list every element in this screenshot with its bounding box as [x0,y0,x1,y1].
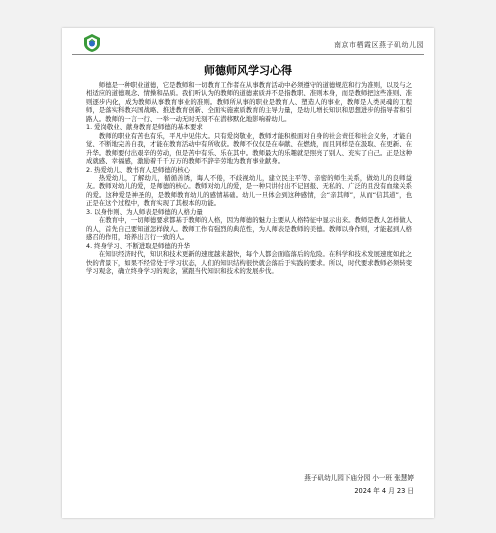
school-name: 南京市栖霞区燕子矶幼儿园 [334,41,424,49]
section-paragraph-3: 在教育中，一切师德要求都基于教师的人格，因为师德的魅力主要从人格特征中显示出来。教师是教人怎样做人的人，首先自己要知道怎样做人。教师工作有强烈的典范性，为人师表是教师的美德。教师以身作则，才能起到人格感召的作用，培养出言行一致的人。 [86,216,412,242]
document-title: 师德师风学习心得 [204,64,292,77]
section-paragraph-4: 在知识经济时代，知识和技术更新的速度越来越快，每个人都会面临落后的危险。在科学和技术发展速度如此之快的背景下，如果不经常处于学习状态，人们的知识结构很快就会落后于实践的要求。所以，时代要求教师必须转变学习观念，确立终身学习的观念，紧跟当代知识和技术的发展步伐。 [86,250,412,275]
intro-paragraph: 师德是一种职业道德，它是教师和一切教育工作者在从事教育活动中必须遵守的道德规范和行为准则，以及与之相适应的道德观念、情操和品质。我们听认为的教师的道德素质并不是指教职、准则本身，而是教师把这些准则、准则逐步内化，成为教师从事教育事业的准则。教师所从事的职业是教育人、塑造人的事业，教师是人类灵魂的工程师，是落实科教兴国战略、推进教育创新、全面实施素质教育的主导力量，是幼儿增长知识和思想进步的指导者和引路人。教师的一言一行、一举一动无时无刻不在潜移默化地影响着幼儿。 [86,81,412,123]
date-line: 2024 年 4 月 23 日 [354,487,414,495]
document-body [86,81,412,275]
author-line: 燕子矶幼儿园下庙分园 小一班 张慧婷 [304,474,414,482]
section-paragraph-1: 教师的职业有苦也有乐，平凡中见伟大。只有爱岗敬业，教师才能积极面对自身的社会责任和社会义务，才能自觉、不断地完善自我，才能在教育活动中有所收获。教师不仅仅是在奉献、在燃烧，而且同样是在汲取、在更新、在升华。教师要付出艰辛的劳动，但是苦中有乐、乐在其中。教师最大的乐趣就是照亮了别人、充实了自己。正是这种成就感、幸福感，激励着千千万万的教师不辞辛劳地为教育事业献身。 [86,131,412,166]
section-heading-2: 2. 热爱幼儿、教书育人是师德的核心 [86,165,190,174]
signature-block [304,472,414,498]
school-logo-icon [82,33,102,53]
section-paragraph-2: 热爱幼儿，了解幼儿，循循善诱，诲人不倦，不歧视幼儿，建立民主平等、亲密的师生关系，做幼儿的良师益友。教师对幼儿的爱，是师德的核心。教师对幼儿的爱，是一种只讲付出不记回报、无私的、广泛的且没有血缘关系的爱。这种爱是神圣的，是教师教育幼儿的感情基础。幼儿一旦体会到这种感情，会“亲其师”，从而“信其道”，也正是在这个过程中，教育实现了其根本的功能。 [86,173,412,208]
letterhead [72,32,424,55]
section-heading-4: 4. 终身学习、不断进取是师德的升华 [86,241,190,250]
document-page [62,28,434,518]
section-heading-1: 1. 爱岗敬业、献身教育是师德的基本要求 [86,123,203,132]
section-heading-3: 3. 以身作则、为人师表是师德的人格力量 [86,207,203,216]
